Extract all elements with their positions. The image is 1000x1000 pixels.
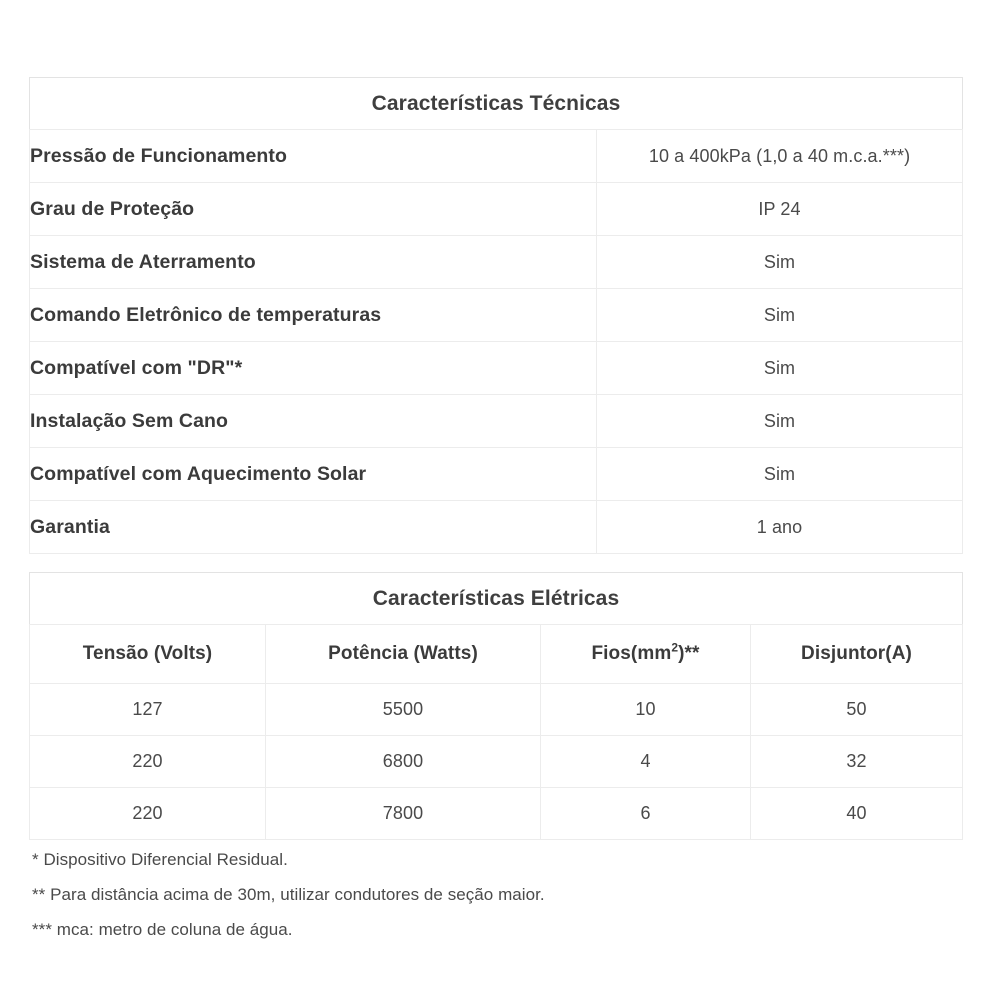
cell-disjuntor: 50 (751, 684, 963, 736)
technical-characteristics-title: Características Técnicas (30, 78, 963, 130)
row-label: Comando Eletrônico de temperaturas (30, 289, 597, 342)
footnote-item: *** mca: metro de coluna de água. (32, 920, 293, 939)
column-header-fios-prefix: Fios(mm (591, 643, 672, 664)
row-label: Compatível com "DR"* (30, 342, 597, 395)
technical-characteristics-table (29, 77, 963, 554)
row-label: Garantia (30, 501, 597, 554)
electrical-characteristics-table (29, 572, 963, 840)
cell-potencia: 5500 (266, 684, 541, 736)
row-value: 1 ano (597, 501, 963, 554)
table-title-row (30, 573, 963, 625)
table-row (30, 448, 963, 501)
row-label: Compatível com Aquecimento Solar (30, 448, 597, 501)
table-row (30, 395, 963, 448)
cell-disjuntor: 32 (751, 736, 963, 788)
cell-tensao: 220 (30, 788, 266, 840)
cell-fios: 6 (541, 788, 751, 840)
row-value: IP 24 (597, 183, 963, 236)
column-header-tensao: Tensão (Volts) (30, 625, 266, 684)
cell-tensao: 127 (30, 684, 266, 736)
table-row (30, 289, 963, 342)
table-row (30, 736, 963, 788)
footnotes-block (29, 851, 962, 938)
table-title-row (30, 78, 963, 130)
table-header-row (30, 625, 963, 684)
column-header-potencia: Potência (Watts) (266, 625, 541, 684)
row-label: Pressão de Funcionamento (30, 130, 597, 183)
cell-disjuntor: 40 (751, 788, 963, 840)
table-row (30, 501, 963, 554)
table-row (30, 130, 963, 183)
row-label: Instalação Sem Cano (30, 395, 597, 448)
table-row (30, 342, 963, 395)
row-value: Sim (597, 236, 963, 289)
row-label: Sistema de Aterramento (30, 236, 597, 289)
table-row (30, 236, 963, 289)
column-header-fios-suffix: )** (678, 643, 700, 664)
row-value: Sim (597, 342, 963, 395)
cell-potencia: 6800 (266, 736, 541, 788)
column-header-disjuntor: Disjuntor(A) (751, 625, 963, 684)
cell-fios: 4 (541, 736, 751, 788)
row-value: Sim (597, 289, 963, 342)
electrical-characteristics-title: Características Elétricas (30, 573, 963, 625)
row-value: Sim (597, 395, 963, 448)
table-row (30, 684, 963, 736)
column-header-fios (541, 625, 751, 684)
table-row (30, 788, 963, 840)
table-row (30, 183, 963, 236)
row-value: 10 a 400kPa (1,0 a 40 m.c.a.***) (597, 130, 963, 183)
column-header-fios-exponent: 2 (671, 640, 679, 655)
footnote-item: * Dispositivo Diferencial Residual. (32, 850, 288, 869)
cell-potencia: 7800 (266, 788, 541, 840)
cell-tensao: 220 (30, 736, 266, 788)
row-label: Grau de Proteção (30, 183, 597, 236)
cell-fios: 10 (541, 684, 751, 736)
table-spacer (29, 554, 962, 572)
footnote-item: ** Para distância acima de 30m, utilizar condutores de seção maior. (32, 885, 545, 904)
row-value: Sim (597, 448, 963, 501)
